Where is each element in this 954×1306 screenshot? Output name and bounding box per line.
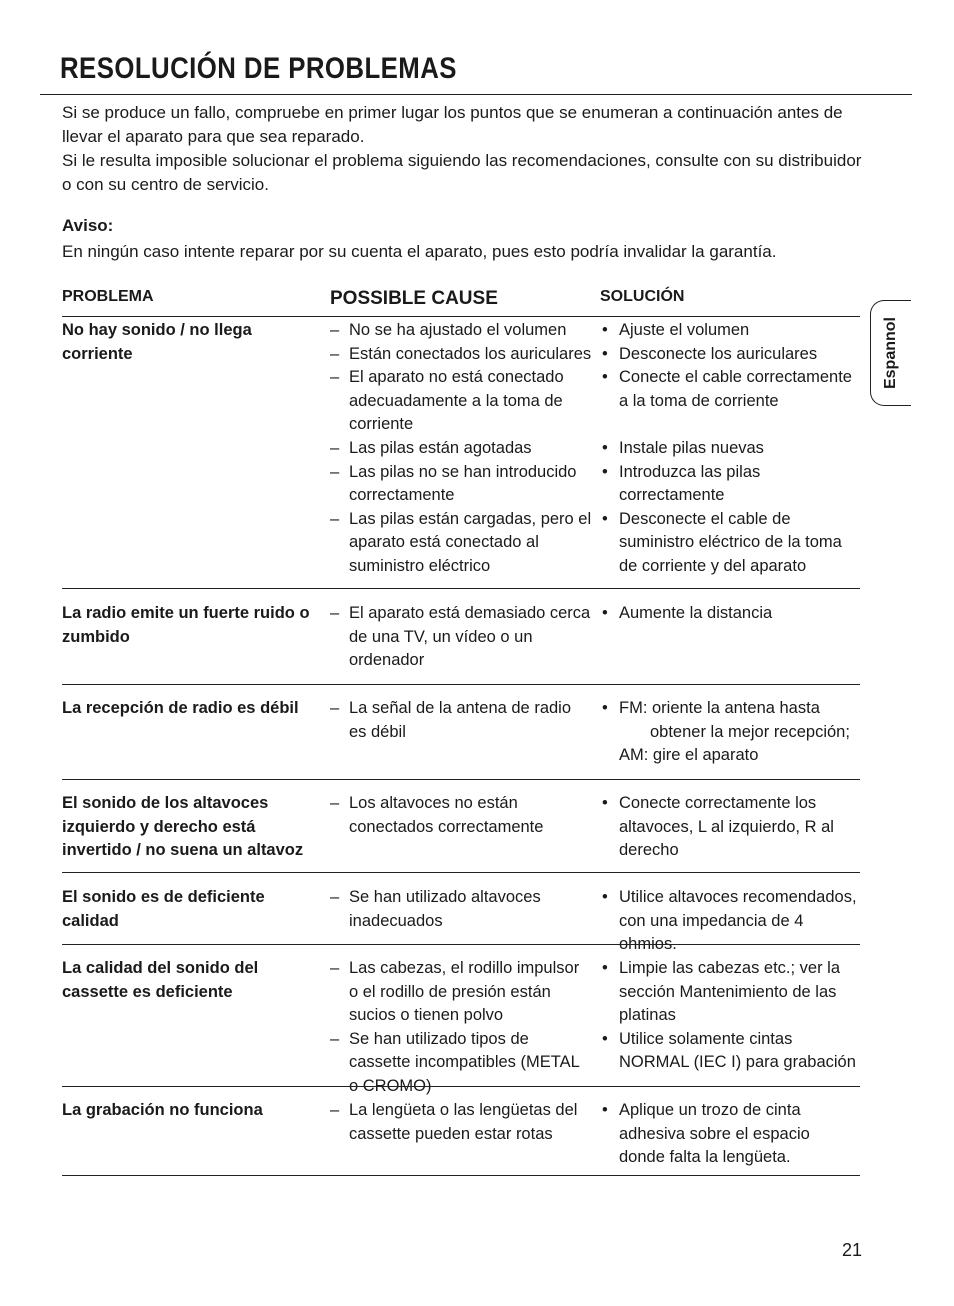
- problem-cell: El sonido es de deficiente calidad: [62, 888, 265, 930]
- dash-marker: –: [330, 509, 340, 528]
- cause-item: [330, 886, 592, 933]
- cause-text: Las pilas están cargadas, pero el aparato está conectado al suministro eléctrico: [349, 509, 592, 575]
- solution-text: Desconecte el cable de suministro eléctrico de la toma de corriente y del aparato: [619, 509, 842, 575]
- cause-text: Los altavoces no están conectados correctamente: [349, 794, 544, 836]
- column-header-cause: POSSIBLE CAUSE: [330, 288, 498, 309]
- cause-cell: [330, 957, 592, 1099]
- solution-text: Introduzca las pilas correctamente: [619, 462, 761, 505]
- solution-cell: [600, 602, 860, 626]
- cause-cell: [330, 602, 592, 673]
- solution-text: obtener la mejor recepción;: [650, 722, 850, 741]
- cause-text: Las pilas están agotadas: [349, 438, 532, 457]
- solution-text: Conecte correctamente los altavoces, L al izquierdo, R al derecho: [619, 794, 834, 860]
- solution-cell: [600, 697, 860, 768]
- cause-item: [330, 319, 592, 343]
- cause-cell: [330, 792, 592, 839]
- cause-item: [330, 343, 592, 367]
- dash-marker: –: [330, 368, 340, 387]
- solution-text: Aplique un trozo de cinta adhesiva sobre el espacio donde falta la lengüeta.: [619, 1101, 810, 1167]
- intro-paragraph: Si le resulta imposible solucionar el problema siguiendo las recomendaciones, consulte con su distribuidor o con su centro de servicio.: [62, 151, 862, 194]
- cause-item: [330, 366, 592, 437]
- column-header-problem: PROBLEMA: [62, 288, 154, 305]
- solution-text: Instale pilas nuevas: [619, 438, 764, 457]
- intro-text: [62, 101, 862, 197]
- cause-text: Las pilas no se han introducido correctamente: [349, 462, 577, 505]
- solution-item: [600, 886, 860, 957]
- problem-cell: La radio emite un fuerte ruido o zumbido: [62, 604, 310, 646]
- cause-item: [330, 957, 592, 1028]
- cause-cell: [330, 697, 592, 744]
- cause-text: Están conectados los auriculares: [349, 344, 592, 363]
- solution-cell: [600, 886, 860, 957]
- solution-text: Ajuste el volumen: [619, 321, 750, 339]
- bullet-marker: •: [602, 344, 608, 363]
- column-header-solution: SOLUCIÓN: [600, 288, 685, 305]
- solution-cell: [600, 319, 860, 579]
- page-number: 21: [842, 1240, 863, 1260]
- cause-item: [330, 508, 592, 579]
- dash-marker: –: [330, 1101, 340, 1119]
- dash-marker: –: [330, 321, 340, 339]
- cause-item: [330, 697, 592, 744]
- solution-item: [600, 437, 860, 461]
- cause-item: [330, 437, 592, 461]
- row-divider: [62, 872, 860, 873]
- solution-item: [600, 366, 860, 413]
- row-divider: [62, 944, 860, 945]
- solution-item: [600, 602, 860, 626]
- solution-text: Aumente la distancia: [619, 604, 773, 622]
- solution-text: Conecte el cable correctamente a la toma de corriente: [619, 368, 852, 410]
- problem-cell: El sonido de los altavoces izquierdo y derecho está invertido / no suena un altavoz: [62, 794, 304, 860]
- solution-item: [600, 1099, 860, 1170]
- bullet-marker: •: [602, 462, 608, 481]
- cause-text: Se han utilizado altavoces inadecuados: [349, 888, 541, 930]
- row-divider: [62, 684, 860, 685]
- solution-text: Utilice altavoces recomendados, con una impedancia de 4 ohmios.: [619, 888, 857, 954]
- row-divider: [62, 1086, 860, 1087]
- solution-cell: [600, 957, 860, 1075]
- bullet-marker: •: [602, 604, 608, 622]
- dash-marker: –: [330, 344, 340, 363]
- cause-item: [330, 461, 592, 508]
- cause-item: [330, 1028, 592, 1099]
- problem-cell: La calidad del sonido del cassette es deficiente: [62, 959, 259, 1001]
- solution-text: Limpie las cabezas etc.; ver la sección Mantenimiento de las platinas: [619, 959, 841, 1025]
- cause-text: El aparato no está conectado adecuadamente a la toma de corriente: [349, 368, 564, 434]
- solution-text: FM: oriente la antena hasta: [619, 699, 820, 717]
- dash-marker: –: [330, 699, 340, 717]
- problem-cell: La recepción de radio es débil: [62, 699, 299, 717]
- problem-cell: La grabación no funciona: [62, 1101, 263, 1119]
- solution-text: AM: gire el aparato: [619, 746, 759, 765]
- warning-text: En ningún caso intente reparar por su cuenta el aparato, pues esto podría invalidar la garantía.: [62, 242, 777, 261]
- dash-marker: –: [330, 604, 340, 622]
- solution-item: [600, 697, 860, 768]
- dash-marker: –: [330, 959, 340, 977]
- intro-paragraph: Si se produce un fallo, compruebe en primer lugar los puntos que se enumeran a continuación antes de llevar el aparato para que sea reparado.: [62, 103, 843, 146]
- cause-item: [330, 602, 592, 673]
- cause-cell: [330, 886, 592, 933]
- solution-item: [600, 461, 860, 508]
- bullet-marker: •: [602, 1101, 608, 1119]
- bullet-marker: •: [602, 321, 608, 339]
- solution-text: Utilice solamente cintas NORMAL (IEC I) para grabación: [619, 1029, 856, 1072]
- cause-text: No se ha ajustado el volumen: [349, 321, 567, 339]
- bullet-marker: •: [602, 888, 608, 906]
- bullet-marker: •: [602, 438, 608, 457]
- solution-cell: [600, 1099, 860, 1170]
- solution-item: [600, 343, 860, 367]
- solution-item: [600, 792, 860, 863]
- solution-cell: [600, 792, 860, 863]
- title-divider: [40, 94, 912, 95]
- bullet-marker: •: [602, 794, 608, 812]
- solution-text: Desconecte los auriculares: [619, 344, 818, 363]
- problem-cell: No hay sonido / no llega corriente: [62, 321, 252, 363]
- cause-cell: [330, 1099, 592, 1146]
- dash-marker: –: [330, 794, 340, 812]
- page-title: RESOLUCIÓN DE PROBLEMAS: [60, 52, 457, 85]
- bullet-marker: •: [602, 368, 608, 387]
- solution-item: [600, 1028, 860, 1075]
- bullet-marker: •: [602, 1029, 608, 1048]
- cause-text: La señal de la antena de radio es débil: [349, 699, 572, 741]
- cause-text: Se han utilizado tipos de cassette incompatibles (METAL o CROMO): [349, 1029, 580, 1095]
- bullet-marker: •: [602, 699, 608, 717]
- cause-item: [330, 792, 592, 839]
- dash-marker: –: [330, 1029, 340, 1048]
- dash-marker: –: [330, 462, 340, 481]
- bullet-marker: •: [602, 509, 608, 528]
- row-divider: [62, 588, 860, 589]
- solution-item: [600, 319, 860, 343]
- cause-text: La lengüeta o las lengüetas del cassette pueden estar rotas: [349, 1101, 578, 1143]
- language-tab-label: Espannol: [882, 316, 899, 390]
- language-tab: [870, 300, 911, 406]
- cause-text: El aparato está demasiado cerca de una TV, un vídeo o un ordenador: [349, 604, 591, 670]
- dash-marker: –: [330, 438, 340, 457]
- cause-text: Las cabezas, el rodillo impulsor o el rodillo de presión están sucios o tienen polvo: [349, 959, 580, 1025]
- solution-item: [600, 508, 860, 579]
- cause-item: [330, 1099, 592, 1146]
- solution-item: [600, 957, 860, 1028]
- row-divider: [62, 779, 860, 780]
- warning-label: Aviso:: [62, 216, 114, 235]
- row-divider: [62, 1175, 860, 1176]
- cause-cell: [330, 319, 592, 579]
- header-divider: [62, 316, 860, 317]
- dash-marker: –: [330, 888, 340, 906]
- bullet-marker: •: [602, 959, 608, 977]
